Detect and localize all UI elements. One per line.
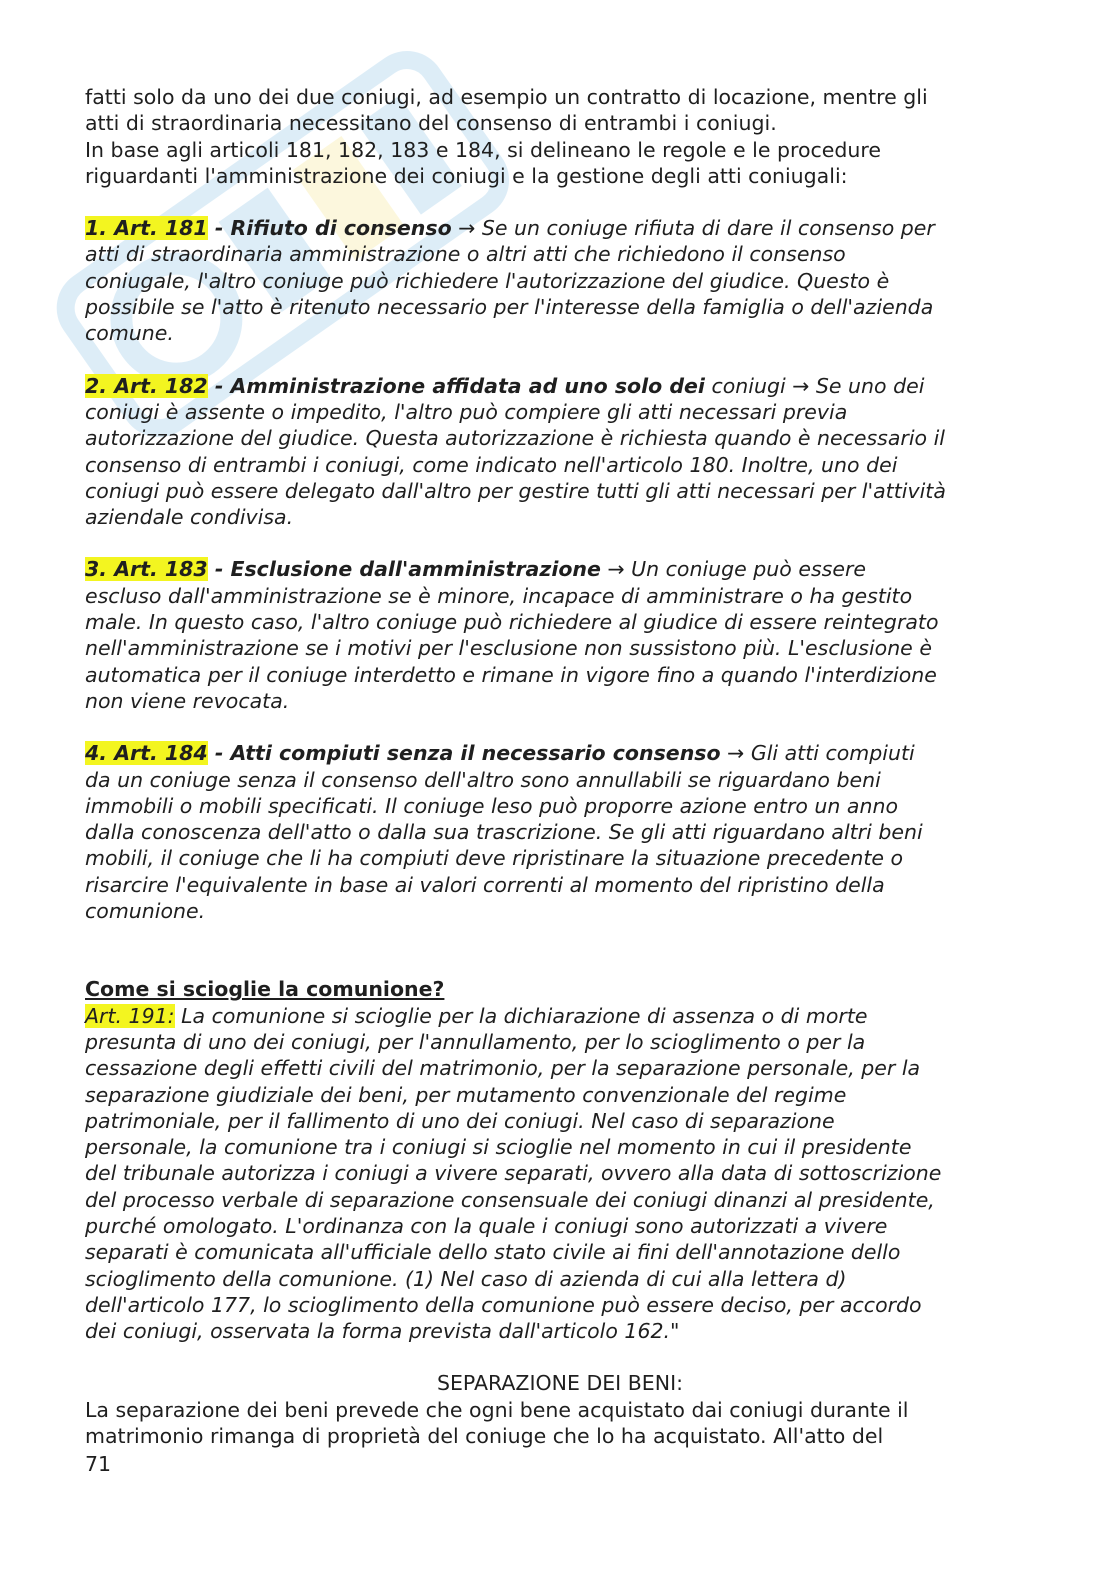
intro-line: fatti solo da uno dei due coniugi, ad esempio un contratto di locazione, mentre gli <box>85 85 928 109</box>
article-text: coniugale, l'altro coniuge può richiedere l'autorizzazione del giudice. Questo è <box>85 268 890 293</box>
article-text: comunione. <box>85 899 206 924</box>
arrow-icon: → <box>600 557 632 582</box>
article-text: nell'amministrazione se i motivi per l'esclusione non sussistono più. L'esclusione è <box>85 636 932 661</box>
article-title: - Esclusione dall'amministrazione <box>207 557 601 582</box>
article-text: autorizzazione del giudice. Questa autorizzazione è richiesta quando è necessario il <box>85 426 945 451</box>
art-191-text: patrimoniale, per il fallimento di uno dei coniugi. Nel caso di separazione <box>85 1108 835 1133</box>
art-191-text: dell'articolo 177, lo scioglimento della comunione può essere deciso, per accordo <box>85 1292 922 1317</box>
art-191-block <box>85 1003 1035 1345</box>
article-text: Un coniuge può essere <box>631 557 866 582</box>
article-text: escluso dall'amministrazione se è minore, incapace di amministrare o ha gestito <box>85 583 913 608</box>
article-number: 4. Art. 184 <box>85 741 208 766</box>
article-number: 3. Art. 183 <box>85 557 208 582</box>
separation-text: La separazione dei beni prevede che ogni bene acquistato dai coniugi durante il <box>85 1397 909 1422</box>
article-text: Se un coniuge rifiuta di dare il consenso per <box>481 216 935 241</box>
art-191-text: del processo verbale di separazione consensuale dei coniugi dinanzi al presidente, <box>85 1187 935 1212</box>
article-text: possibile se l'atto è ritenuto necessario per l'interesse della famiglia o dell'azienda <box>85 295 934 320</box>
article-183 <box>85 556 1035 714</box>
intro-line: riguardanti l'amministrazione dei coniugi e la gestione degli atti coniugali: <box>85 163 848 188</box>
arrow-icon: → <box>785 373 816 398</box>
article-title-tail: coniugi <box>704 373 786 398</box>
article-title: - Atti compiuti senza il necessario consenso <box>207 741 721 766</box>
article-181 <box>85 215 1035 346</box>
article-text: male. In questo caso, l'altro coniuge può richiedere al giudice di essere reintegrato <box>85 610 939 635</box>
intro-line: atti di straordinaria necessitano del consenso di entrambi i coniugi. <box>85 111 777 136</box>
article-text: da un coniuge senza il consenso dell'altro sono annullabili se riguardano beni <box>85 767 881 792</box>
article-text: comune. <box>85 321 174 346</box>
article-text: dalla conoscenza dell'atto o dalla sua trascrizione. Se gli atti riguardano altri beni <box>85 820 923 845</box>
article-title: - Amministrazione affidata ad uno solo dei <box>207 373 705 398</box>
art-191-text: scioglimento della comunione. (1) Nel caso di azienda di cui alla lettera d) <box>85 1266 847 1291</box>
document-page <box>85 84 1035 1478</box>
article-text: Se uno dei <box>815 373 925 398</box>
article-number: 2. Art. 182 <box>85 373 208 398</box>
article-text: automatica per il coniuge interdetto e rimane in vigore fino a quando l'interdizione <box>85 662 937 687</box>
article-title: - Rifiuto di consenso <box>207 216 452 241</box>
article-text: coniugi è assente o impedito, l'altro può compiere gli atti necessari previa <box>85 399 848 424</box>
separation-heading: SEPARAZIONE DEI BENI: <box>436 1371 684 1396</box>
article-text: immobili o mobili specificati. Il coniuge leso può proporre azione entro un anno <box>85 793 899 818</box>
article-text: atti di straordinaria amministrazione o altri atti che richiedono il consenso <box>85 242 846 267</box>
separation-text: matrimonio rimanga di proprietà del coniuge che lo ha acquistato. All'atto del <box>85 1424 884 1449</box>
art-191-text: separati è comunicata all'ufficiale dello stato civile ai fini dell'annotazione dello <box>85 1240 901 1265</box>
art-191-label: Art. 191: <box>85 1003 175 1028</box>
arrow-icon: → <box>451 216 482 241</box>
article-text: Gli atti compiuti <box>750 741 915 766</box>
article-text: non viene revocata. <box>85 688 290 713</box>
art-191-text: cessazione degli effetti civili del matrimonio, per la separazione personale, per la <box>85 1056 921 1081</box>
art-191-text: del tribunale autorizza i coniugi a vivere separati, ovvero alla data di sottoscrizione <box>85 1161 942 1186</box>
art-191-text: separazione giudiziale dei beni, per mutamento convenzionale del regime <box>85 1082 847 1107</box>
art-191-text: La comunione si scioglie per la dichiarazione di assenza o di morte <box>174 1003 868 1028</box>
article-text: risarcire l'equivalente in base ai valori correnti al momento del ripristino della <box>85 872 885 897</box>
article-text: mobili, il coniuge che li ha compiuti deve ripristinare la situazione precedente o <box>85 846 904 871</box>
article-text: aziendale condivisa. <box>85 505 294 530</box>
article-text: coniugi può essere delegato dall'altro per gestire tutti gli atti necessari per l'attività <box>85 478 946 503</box>
art-191-text: dei coniugi, osservata la forma prevista dall'articolo 162." <box>85 1319 680 1344</box>
article-182 <box>85 373 1035 531</box>
article-text: consenso di entrambi i coniugi, come indicato nell'articolo 180. Inoltre, uno dei <box>85 452 898 477</box>
article-number: 1. Art. 181 <box>85 216 208 241</box>
art-191-text: purché omologato. L'ordinanza con la quale i coniugi sono autorizzati a vivere <box>85 1213 888 1238</box>
section-heading: Come si scioglie la comunione? <box>85 977 445 1002</box>
article-184 <box>85 740 1035 924</box>
art-191-text: presunta di uno dei coniugi, per l'annullamento, per lo scioglimento o per la <box>85 1029 866 1054</box>
intro-line: In base agli articoli 181, 182, 183 e 184, si delineano le regole e le procedure <box>85 137 882 162</box>
page-number: 71 <box>85 1452 112 1477</box>
arrow-icon: → <box>720 741 751 766</box>
art-191-text: personale, la comunione tra i coniugi si scioglie nel momento in cui il presidente <box>85 1135 912 1160</box>
